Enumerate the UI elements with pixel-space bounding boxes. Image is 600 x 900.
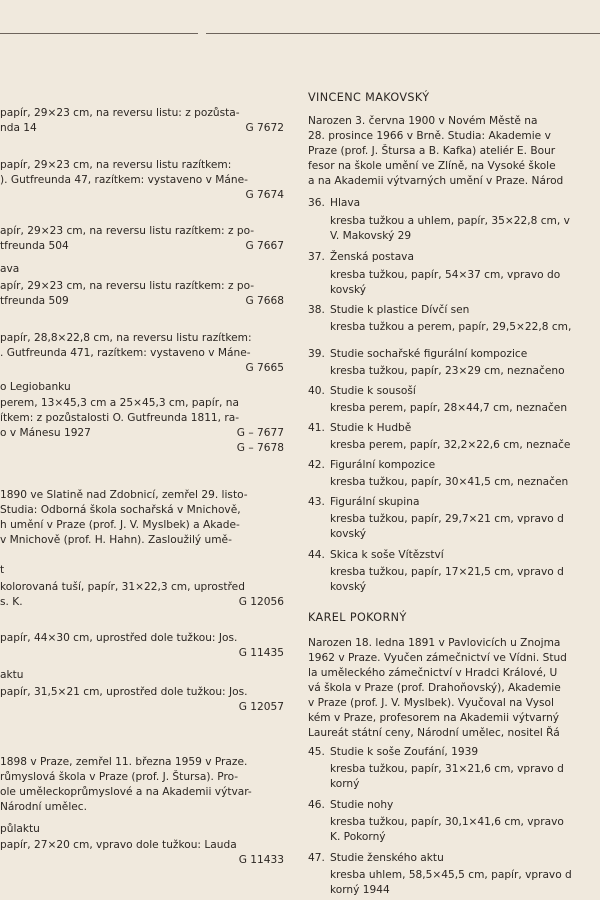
- item-desc: kresba tužkou, papír, 17×21,5 cm, vpravo d: [330, 566, 564, 578]
- bio-line: v Praze (prof. J. V. Myslbek). Vyučoval na Vysol: [308, 697, 554, 709]
- item-number: 44.: [308, 549, 325, 561]
- item-title: Studie k plastice Dívčí sen: [330, 304, 470, 316]
- item-number: 47.: [308, 852, 325, 864]
- item-number: 36.: [308, 197, 325, 209]
- catalog-text-line: kolorovaná tuší, papír, 31×22,3 cm, uprostřed: [0, 581, 245, 593]
- item-title: Studie k Hudbě: [330, 422, 412, 434]
- item-desc: korný 1944: [330, 884, 390, 896]
- item-desc: korný: [330, 778, 360, 790]
- item-desc: kovský: [330, 581, 367, 593]
- bio-line: 1898 v Praze, zemřel 11. března 1959 v Praze.: [0, 756, 248, 768]
- item-desc: kresba tužkou, papír, 30,1×41,6 cm, vpravo: [330, 816, 564, 828]
- item-number: 42.: [308, 459, 325, 471]
- item-desc: kresba tužkou, papír, 54×37 cm, vpravo do: [330, 269, 561, 281]
- item-title: Studie nohy: [330, 799, 394, 811]
- bio-line: 28. prosince 1966 v Brně. Studia: Akademie v: [308, 130, 551, 142]
- catalog-text-line: papír, 27×20 cm, vpravo dole tužkou: Lauda: [0, 839, 237, 851]
- catalog-text: s. K.: [0, 596, 23, 608]
- item-desc: kresba tužkou a uhlem, papír, 35×22,8 cm, v: [330, 215, 570, 227]
- item-title: Studie ženského aktu: [330, 852, 444, 864]
- catalog-text-line: apír, 29×23 cm, na reversu listu razítkem: z po-: [0, 225, 255, 237]
- item-desc: kresba tužkou a perem, papír, 29,5×22,8 cm,: [330, 321, 572, 333]
- item-desc: kovský: [330, 284, 367, 296]
- inventory-number: G 11435: [238, 647, 284, 659]
- catalog-inventory-line: [0, 853, 284, 867]
- catalog-item-title: [308, 851, 600, 865]
- item-number: 37.: [308, 251, 325, 263]
- catalog-inventory-line: [0, 426, 284, 440]
- inventory-number: G – 7678: [236, 442, 284, 454]
- catalog-text-line: perem, 13×45,3 cm a 25×45,3 cm, papír, na: [0, 397, 239, 409]
- inventory-number: G 7668: [245, 295, 284, 307]
- item-title: Ženská postava: [330, 251, 414, 263]
- catalog-item-title: [308, 303, 600, 317]
- bio-line: fesor na škole umění ve Zlíně, na Vysoké škole: [308, 160, 556, 172]
- catalog-item-title: [308, 250, 600, 264]
- bio-line: 1890 ve Slatině nad Zdobnicí, zemřel 29. listo-: [0, 489, 248, 501]
- catalog-inventory-line: [0, 595, 284, 609]
- item-number: 45.: [308, 746, 325, 758]
- catalog-text-line: papír, 29×23 cm, na reversu listu: z pozůsta-: [0, 107, 240, 119]
- artist-heading: VINCENC MAKOVSKÝ: [308, 91, 430, 104]
- item-desc: kresba tužkou, papír, 23×29 cm, neznačeno: [330, 365, 565, 377]
- catalog-item-title: [308, 495, 600, 509]
- catalog-text-line: apír, 29×23 cm, na reversu listu razítkem: z po-: [0, 280, 255, 292]
- bio-line: a na Akademii výtvarných umění v Praze. Národ: [308, 175, 564, 187]
- item-title: Studie sochařské figurální kompozice: [330, 348, 528, 360]
- catalog-title-line: aktu: [0, 669, 24, 681]
- item-desc: kresba perem, papír, 32,2×22,6 cm, neznače: [330, 439, 571, 451]
- catalog-inventory-line: [0, 294, 284, 308]
- bio-line: Národní umělec.: [0, 801, 87, 813]
- catalog-item-title: [308, 745, 600, 759]
- inventory-number: G 7672: [245, 122, 284, 134]
- item-number: 40.: [308, 385, 325, 397]
- item-title: Skica k soše Vítězství: [330, 549, 444, 561]
- inventory-number: G 12057: [238, 701, 284, 713]
- item-title: Figurální kompozice: [330, 459, 436, 471]
- bio-line: ole uměleckoprůmyslové a na Akademii výtvar-: [0, 786, 252, 798]
- catalog-inventory-line: [0, 646, 284, 660]
- bio-line: 1962 v Praze. Vyučen zámečnictví ve Vídni. Stud: [308, 652, 567, 664]
- bio-line: Narozen 18. ledna 1891 v Pavlovicích u Znojma: [308, 637, 561, 649]
- bio-line: Praze (prof. J. Štursa a B. Kafka) ateliér E. Bour: [308, 145, 556, 157]
- inventory-number: G – 7677: [236, 427, 284, 439]
- catalog-inventory-line: [0, 121, 284, 135]
- catalog-item-title: [308, 384, 600, 398]
- bio-line: vá škola v Praze (prof. Drahoňovský), Akademie: [308, 682, 561, 694]
- bio-line: Studia: Odborná škola sochařská v Mnichově,: [0, 504, 241, 516]
- catalog-text-line: . Gutfreunda 471, razítkem: vystaveno v Máne-: [0, 347, 251, 359]
- inventory-number: G 7667: [245, 240, 284, 252]
- bio-line: Laureát státní ceny, Národní umělec, nositel Řá: [308, 727, 560, 739]
- catalog-item-title: [308, 347, 600, 361]
- catalog-text-line: papír, 29×23 cm, na reversu listu razítkem:: [0, 159, 232, 171]
- item-desc: K. Pokorný: [330, 831, 386, 843]
- bio-line: v Mnichově (prof. H. Hahn). Zasloužilý umě-: [0, 534, 232, 546]
- item-desc: kresba tužkou, papír, 30×41,5 cm, neznačen: [330, 476, 569, 488]
- catalog-text-line: ). Gutfreunda 47, razítkem: vystaveno v Máne-: [0, 174, 248, 186]
- catalog-text: tfreunda 504: [0, 240, 69, 252]
- inventory-number: G 11433: [238, 854, 284, 866]
- item-number: 46.: [308, 799, 325, 811]
- inventory-number: G 7674: [245, 189, 284, 201]
- catalog-item-title: [308, 196, 600, 210]
- item-title: Hlava: [330, 197, 361, 209]
- catalog-text-line: papír, 44×30 cm, uprostřed dole tužkou: Jos.: [0, 632, 238, 644]
- catalog-inventory-line: [0, 188, 284, 202]
- catalog-title-line: t: [0, 564, 5, 576]
- catalog-text-line: ítkem: z pozůstalosti O. Gutfreunda 1811, ra-: [0, 412, 240, 424]
- bio-line: Narozen 3. června 1900 v Novém Městě na: [308, 115, 538, 127]
- item-desc: kovský: [330, 528, 367, 540]
- bio-line: la uměleckého zámečnictví v Hradci Králové, U: [308, 667, 558, 679]
- catalog-text-line: ava: [0, 263, 20, 275]
- item-desc: kresba perem, papír, 28×44,7 cm, neznačen: [330, 402, 568, 414]
- catalog-inventory-line: [0, 361, 284, 375]
- inventory-number: G 12056: [238, 596, 284, 608]
- artist-heading: KAREL POKORNÝ: [308, 611, 407, 624]
- catalog-item-title: [308, 458, 600, 472]
- catalog-inventory-line: [0, 239, 284, 253]
- catalog-text: nda 14: [0, 122, 37, 134]
- catalog-text-line: papír, 28,8×22,8 cm, na reversu listu razítkem:: [0, 332, 252, 344]
- catalog-inventory-line: [0, 700, 284, 714]
- catalog-title-line: o Legiobanku: [0, 381, 71, 393]
- catalog-text: tfreunda 509: [0, 295, 69, 307]
- item-number: 41.: [308, 422, 325, 434]
- catalog-title-line: půlaktu: [0, 823, 40, 835]
- catalog-inventory-line: [0, 441, 284, 455]
- catalog-item-title: [308, 798, 600, 812]
- inventory-number: G 7665: [245, 362, 284, 374]
- item-number: 43.: [308, 496, 325, 508]
- item-number: 38.: [308, 304, 325, 316]
- item-title: Studie k sousoší: [330, 385, 416, 397]
- catalog-text: o v Mánesu 1927: [0, 427, 91, 439]
- catalog-item-title: [308, 548, 600, 562]
- item-title: Figurální skupina: [330, 496, 420, 508]
- item-desc: kresba tužkou, papír, 29,7×21 cm, vpravo d: [330, 513, 564, 525]
- item-desc: kresba uhlem, 58,5×45,5 cm, papír, vpravo d: [330, 869, 572, 881]
- top-rule-left: [0, 33, 198, 34]
- bio-line: h umění v Praze (prof. J. V. Myslbek) a Akade-: [0, 519, 240, 531]
- bio-line: růmyslová škola v Praze (prof. J. Štursa). Pro-: [0, 771, 239, 783]
- catalog-item-title: [308, 421, 600, 435]
- item-number: 39.: [308, 348, 325, 360]
- item-desc: V. Makovský 29: [330, 230, 412, 242]
- catalog-text-line: papír, 31,5×21 cm, uprostřed dole tužkou: Jos.: [0, 686, 248, 698]
- item-title: Studie k soše Zoufání, 1939: [330, 746, 479, 758]
- bio-line: kém v Praze, profesorem na Akademii výtvarný: [308, 712, 560, 724]
- top-rule-right: [206, 33, 600, 34]
- item-desc: kresba tužkou, papír, 31×21,6 cm, vpravo d: [330, 763, 564, 775]
